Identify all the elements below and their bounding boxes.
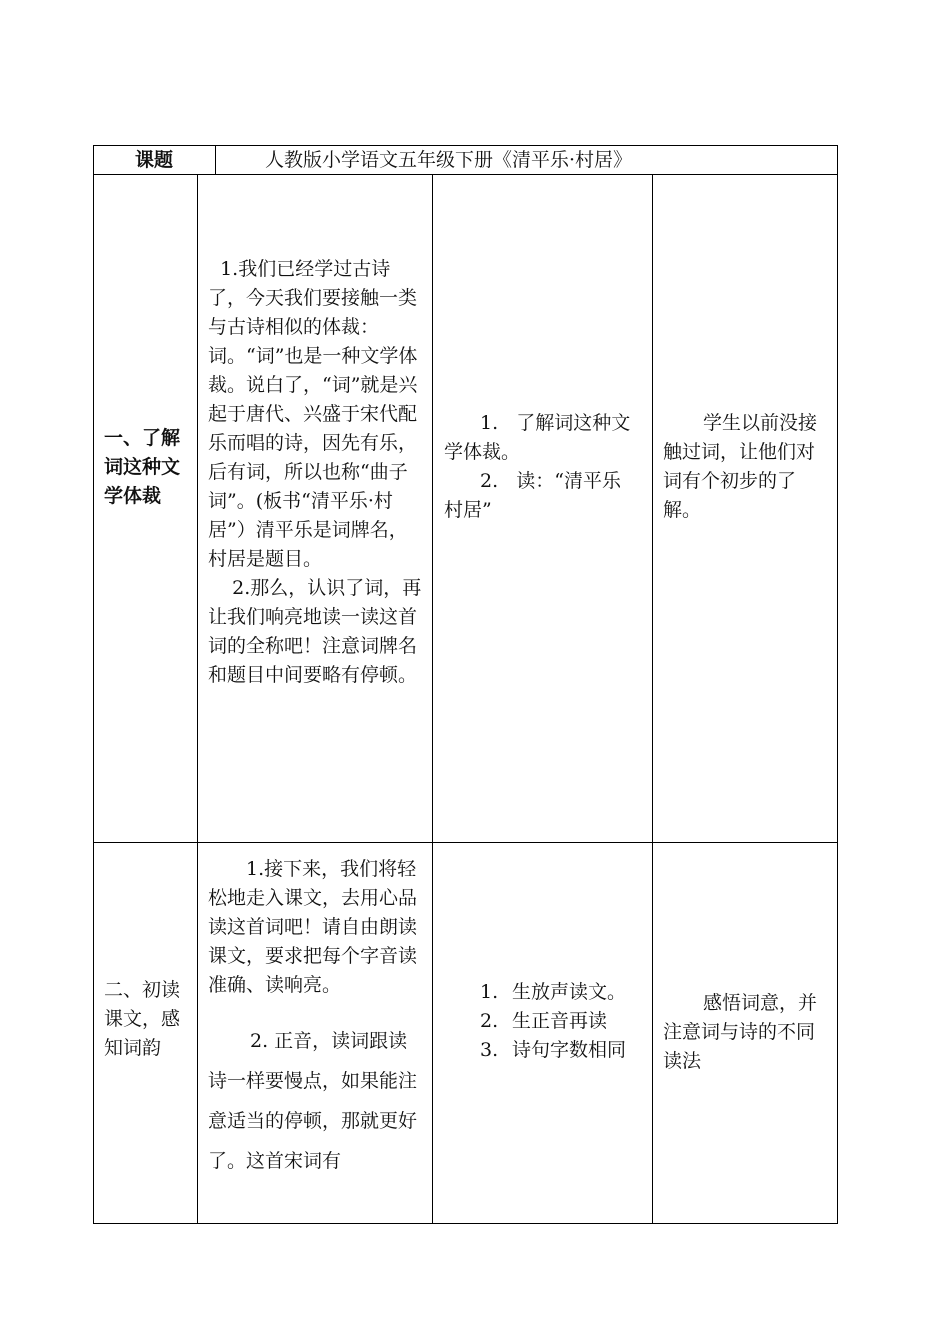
list-text: 生放声读文。 [512,981,627,1003]
col-divider-2 [432,174,433,1224]
lesson-title: 人教版小学语文五年级下册《清平乐·村居》 [265,149,633,171]
list-item: 2. 生正音再读 [480,1010,608,1032]
section-title-2: 二、初读课文，感知词韵 [104,979,181,1059]
list-item: 3. 诗句字数相同 [480,1039,627,1061]
activity-paragraph: 1.我们已经学过古诗了，今天我们要接触一类与古诗相似的体裁：词。“词”也是一种文学体裁。说白了，“词”就是兴起于唐代、兴盛于宋代配乐而唱的诗，因先有乐，后有词，所以也称“曲子词”。(板书“清平乐·村居”）清平乐是词牌名，村居是题目。 [208,258,418,570]
list-item: 1. 生放声读文。 [480,981,627,1003]
list-text: 诗句字数相同 [512,1039,627,1061]
design-intent-2: 感悟词意，并注意词与诗的不同读法 [663,992,818,1072]
list-text: 了解词这种文学体裁。 [444,412,631,463]
header-col-divider [215,145,216,175]
activity-paragraph: 2. 正音，读词跟读诗一样要慢点，如果能注意适当的停顿，那就更好了。这首宋词有 [208,1030,418,1172]
teacher-activity-2 [208,855,424,1181]
teacher-activity-1 [208,255,424,690]
row-divider [93,842,838,843]
list-text: 生正音再读 [512,1010,608,1032]
student-list [480,978,642,1065]
list-number: 1. [480,412,499,434]
design-intent-1: 学生以前没接触过词，让他们对词有个初步的了解。 [663,412,818,521]
list-text: 读：“清平乐 村居” [444,470,621,521]
section-title-1: 一、了解词这种文学体裁 [104,427,181,507]
table-border-right [837,145,838,1224]
col-divider-1 [197,174,198,1224]
list-item [444,467,642,525]
list-number: 2. [480,470,499,492]
header-label: 课题 [134,149,173,171]
student-activity-2 [480,978,642,1065]
list-item [444,409,642,467]
table-border-left [93,145,94,1224]
activity-paragraph: 2.那么，认识了词，再让我们响亮地读一读这首词的全称吧！注意词牌名和题目中间要略有停顿。 [208,577,422,686]
student-activity-1 [444,409,642,525]
col-divider-3 [652,174,653,1224]
table-border-bottom [93,1223,838,1224]
activity-paragraph: 1.接下来，我们将轻松地走入课文，去用心品读这首词吧！请自由朗读课文，要求把每个字音读准确、读响亮。 [208,858,418,996]
